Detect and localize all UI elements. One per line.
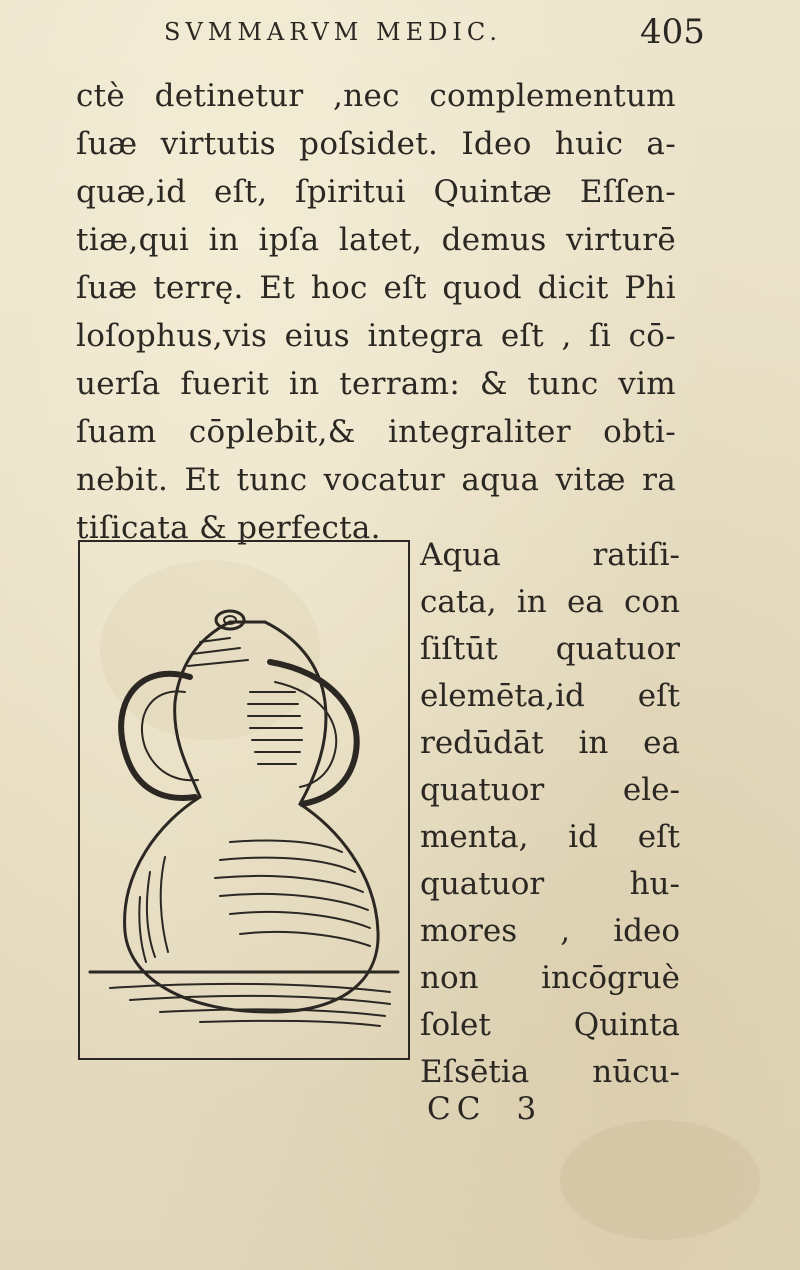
text-line: Aqua ratiſi-: [420, 537, 680, 573]
text-line: ſuæ terrę. Et hoc eſt quod dicit Phi: [76, 270, 676, 306]
text-line: mores , ideo: [420, 913, 680, 949]
text-line: quæ,id eſt, ſpiritui Quintæ Eſſen-: [76, 174, 676, 210]
woodcut-frame: [78, 540, 410, 1060]
running-head: SVMMARVM MEDIC.: [164, 18, 502, 46]
text-line: cata, in ea con: [420, 584, 680, 620]
text-line: tiſicata & perfecta.: [76, 510, 381, 546]
flask-woodcut-image: [80, 542, 408, 1058]
text-line: tiæ,qui in ipſa latet, demus virturē: [76, 222, 676, 258]
text-line: quatuor ele-: [420, 772, 680, 808]
signature-number: 3: [516, 1091, 543, 1127]
text-line: menta, id eſt: [420, 819, 680, 855]
signature-letters: CC: [427, 1091, 487, 1127]
text-line: quatuor hu-: [420, 866, 680, 902]
signature-mark: [427, 1091, 542, 1127]
text-line: redūdāt in ea: [420, 725, 680, 761]
text-line: non incōgruè: [420, 960, 680, 996]
text-line: elemēta,id eſt: [420, 678, 680, 714]
text-line: ſiſtūt quatuor: [420, 631, 680, 667]
text-line: ſuam cōplebit,& integraliter obti-: [76, 414, 676, 450]
text-line: Eſsētia nūcu-: [420, 1054, 680, 1090]
text-line: ctè detinetur ,nec complementum: [76, 78, 676, 114]
paper-stain: [560, 1120, 760, 1240]
marginal-text-column: [420, 532, 680, 1096]
text-line: ſolet Quinta: [420, 1007, 680, 1043]
text-line: loſophus,vis eius integra eſt , ſi cō-: [76, 318, 676, 354]
text-line: ſuæ virtutis poſsidet. Ideo huic a-: [76, 126, 676, 162]
text-line: nebit. Et tunc vocatur aqua vitæ ra: [76, 462, 676, 498]
main-text-block: [76, 72, 676, 552]
page-number: 405: [640, 12, 705, 52]
text-line: uerſa fuerit in terram: & tunc vim: [76, 366, 676, 402]
